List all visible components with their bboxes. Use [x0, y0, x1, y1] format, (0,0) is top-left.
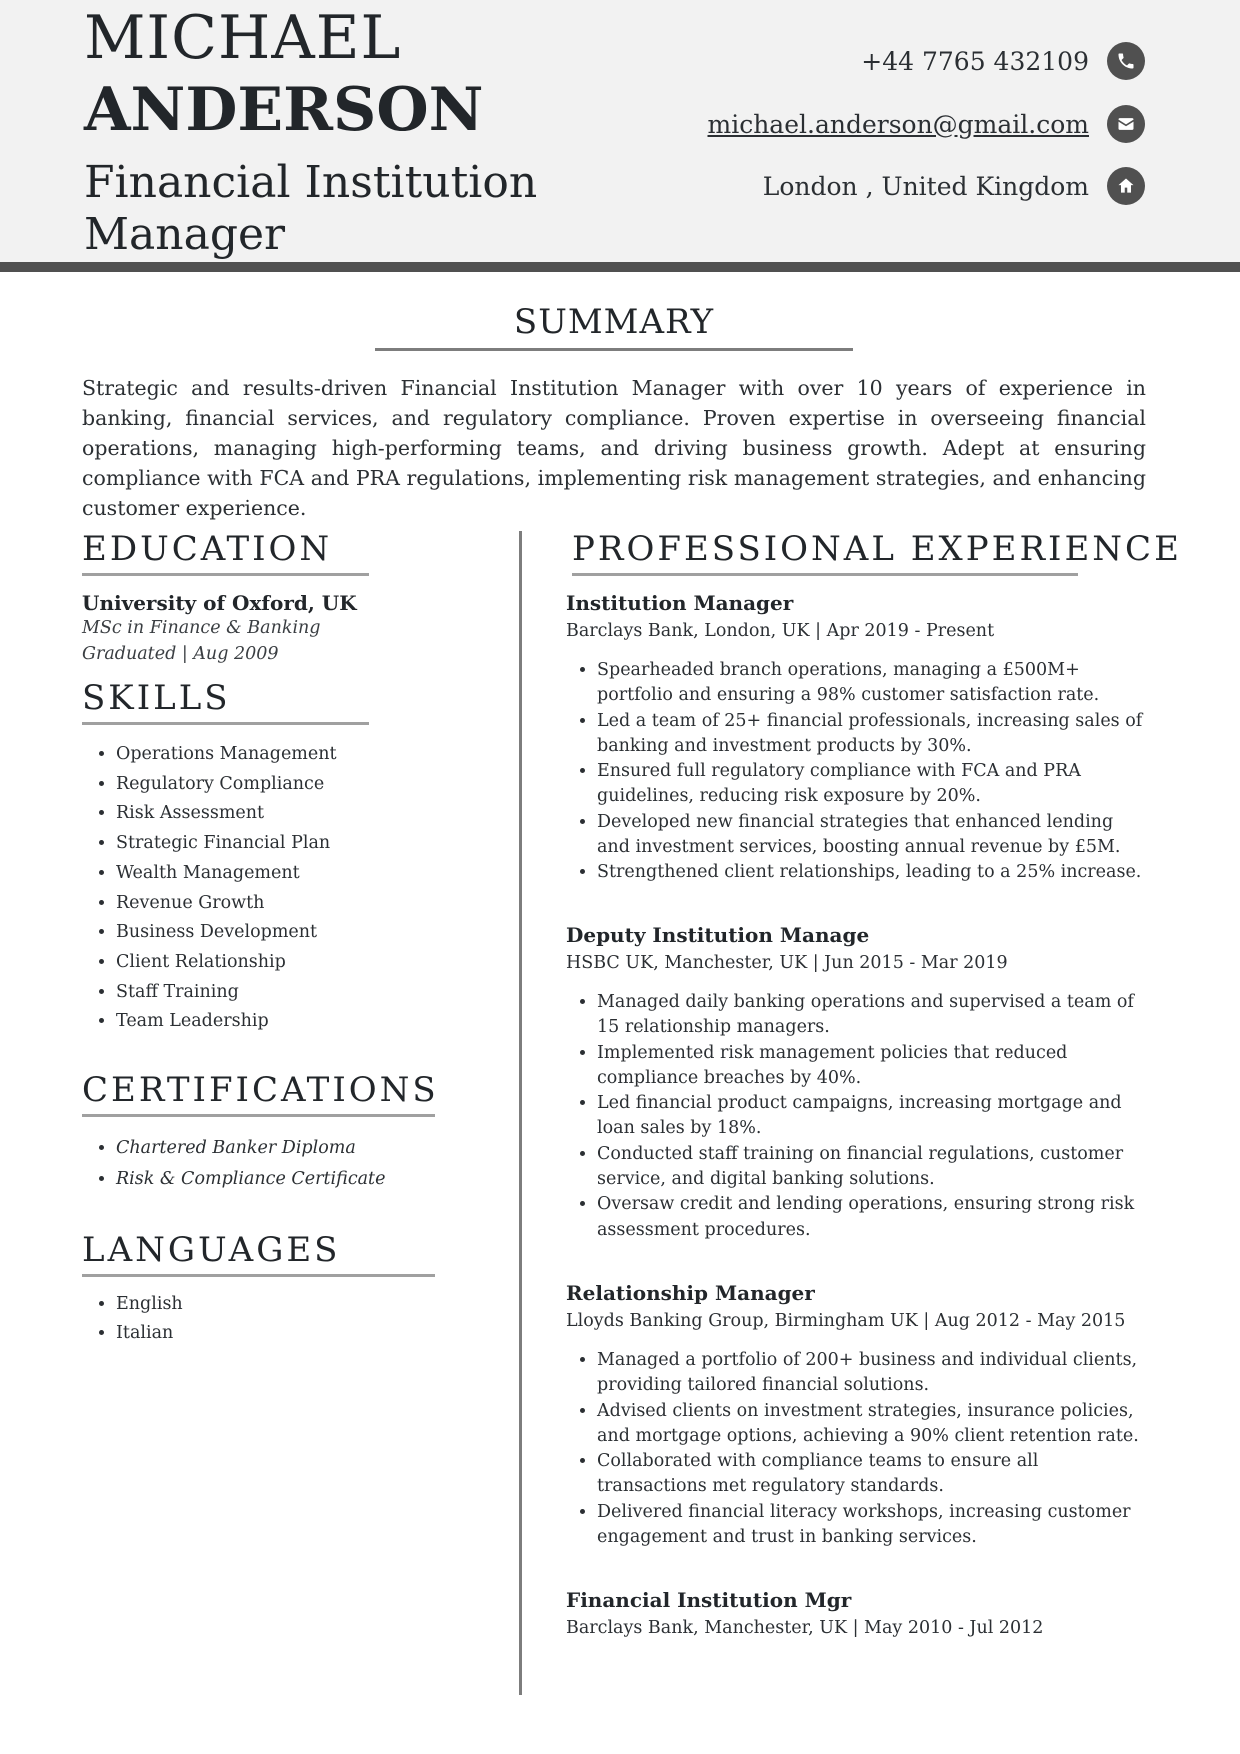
- job-bullet: • Advised clients on investment strategies, insurance policies, and mortgage options, achieving a 90% client retention rate.: [597, 1399, 1146, 1450]
- job-bullet: • Ensured full regulatory compliance with FCA and PRA guidelines, reducing risk exposure by 20%.: [597, 759, 1146, 810]
- skills-heading: SKILLS: [82, 678, 231, 718]
- contact-email: [708, 104, 1146, 144]
- job-bullet: • Implemented risk management policies that reduced compliance breaches by 40%.: [597, 1041, 1146, 1092]
- phone-text: +44 7765 432109: [861, 46, 1089, 76]
- summary-rule: [375, 348, 853, 351]
- job-meta: Lloyds Banking Group, Birmingham UK | Aug 2012 - May 2015: [566, 1311, 1126, 1331]
- languages-rule: [82, 1274, 435, 1277]
- header-divider: [0, 262, 1240, 272]
- education-heading: EDUCATION: [82, 529, 333, 569]
- job-role: Institution Manager: [566, 591, 794, 615]
- experience-heading: PROFESSIONAL EXPERIENCE: [572, 529, 1182, 569]
- job-bullet: • Led financial product campaigns, increasing mortgage and loan sales by 18%.: [597, 1091, 1146, 1142]
- certification-item: • Chartered Banker Diploma: [116, 1133, 385, 1164]
- job-bullet: • Conducted staff training on financial regulations, customer service, and digital banking solutions.: [597, 1142, 1146, 1193]
- job-bullet: • Managed a portfolio of 200+ business and individual clients, providing tailored financial solutions.: [597, 1348, 1146, 1399]
- job-bullet: • Led a team of 25+ financial professionals, increasing sales of banking and investment products by 30%.: [597, 709, 1146, 760]
- skill-item: • Wealth Management: [116, 859, 337, 889]
- job-bullet: • Developed new financial strategies that enhanced lending and investment services, boosting annual revenue by £5M.: [597, 810, 1146, 861]
- languages-heading: LANGUAGES: [82, 1230, 341, 1270]
- column-divider: [519, 531, 522, 1695]
- job-role: Financial Institution Mgr: [566, 1588, 852, 1612]
- job-meta: Barclays Bank, Manchester, UK | May 2010 - Jul 2012: [566, 1618, 1044, 1638]
- education-rule: [82, 573, 369, 576]
- envelope-icon: [1107, 105, 1145, 143]
- education-school: University of Oxford, UK: [82, 591, 357, 615]
- certification-item: • Risk & Compliance Certificate: [116, 1164, 385, 1195]
- skill-item: • Regulatory Compliance: [116, 770, 337, 800]
- job-entry: [566, 588, 1146, 886]
- job-bullet: • Spearheaded branch operations, managing a £500M+ portfolio and ensuring a 98% customer satisfaction rate.: [597, 658, 1146, 709]
- job-meta: Barclays Bank, London, UK | Apr 2019 - Present: [566, 621, 995, 641]
- job-bullets: [566, 658, 1146, 886]
- job-bullet: • Managed daily banking operations and supervised a team of 15 relationship managers.: [597, 990, 1146, 1041]
- language-item: • Italian: [116, 1319, 183, 1348]
- job-role: Deputy Institution Manage: [566, 923, 870, 947]
- summary-heading: SUMMARY: [513, 302, 715, 342]
- skill-item: • Revenue Growth: [116, 889, 337, 919]
- certifications-rule: [82, 1114, 435, 1117]
- summary-text: Strategic and results-driven Financial Institution Manager with over 10 years of experience in banking, financial services, and regulatory compliance. Proven expertise in overseeing financial operations, managing high-performing teams, and driving business growth. Adept at ensuring compliance with FCA and PRA regulations, implementing risk management strategies, and enhancing customer experience.: [82, 376, 1146, 520]
- skill-item: • Staff Training: [116, 978, 337, 1008]
- job-entry: [566, 1278, 1146, 1550]
- education-graduated: Graduated | Aug 2009: [82, 644, 279, 664]
- job-bullet: • Oversaw credit and lending operations, ensuring strong risk assessment procedures.: [597, 1192, 1146, 1243]
- contact-phone: [861, 41, 1145, 81]
- phone-icon: [1107, 42, 1145, 80]
- last-name: ANDERSON: [84, 75, 484, 145]
- job-bullet: • Collaborated with compliance teams to ensure all transactions met regulatory standards.: [597, 1449, 1146, 1500]
- skill-item: • Client Relationship: [116, 948, 337, 978]
- job-role: Relationship Manager: [566, 1281, 815, 1305]
- skill-item: • Risk Assessment: [116, 799, 337, 829]
- job-bullets: [566, 1348, 1146, 1550]
- job-bullet: • Strengthened client relationships, leading to a 25% increase.: [597, 860, 1146, 885]
- certifications-heading: CERTIFICATIONS: [82, 1070, 439, 1110]
- contact-location: [763, 166, 1145, 206]
- job-entry: [566, 920, 1146, 1243]
- languages-list: [82, 1290, 183, 1348]
- skill-item: • Strategic Financial Plan: [116, 829, 337, 859]
- job-bullets: [566, 990, 1146, 1243]
- skill-item: • Operations Management: [116, 740, 337, 770]
- email-link[interactable]: michael.anderson@gmail.com: [707, 109, 1089, 139]
- language-item: • English: [116, 1290, 183, 1319]
- skill-item: • Team Leadership: [116, 1007, 337, 1037]
- education-degree: MSc in Finance & Banking: [82, 618, 321, 638]
- first-name: MICHAEL: [84, 3, 402, 73]
- home-icon: [1107, 167, 1145, 205]
- skill-item: • Business Development: [116, 918, 337, 948]
- skills-list: [82, 740, 337, 1037]
- location-text: London , United Kingdom: [762, 171, 1089, 201]
- job-meta: HSBC UK, Manchester, UK | Jun 2015 - Mar 2019: [566, 953, 1008, 973]
- experience-rule: [572, 573, 1078, 576]
- skills-rule: [82, 722, 369, 725]
- job-title: Financial Institution Manager: [84, 157, 538, 260]
- job-bullet: • Delivered financial literacy workshops, increasing customer engagement and trust in banking services.: [597, 1500, 1146, 1551]
- certifications-list: [82, 1133, 385, 1195]
- job-entry: [566, 1585, 1146, 1641]
